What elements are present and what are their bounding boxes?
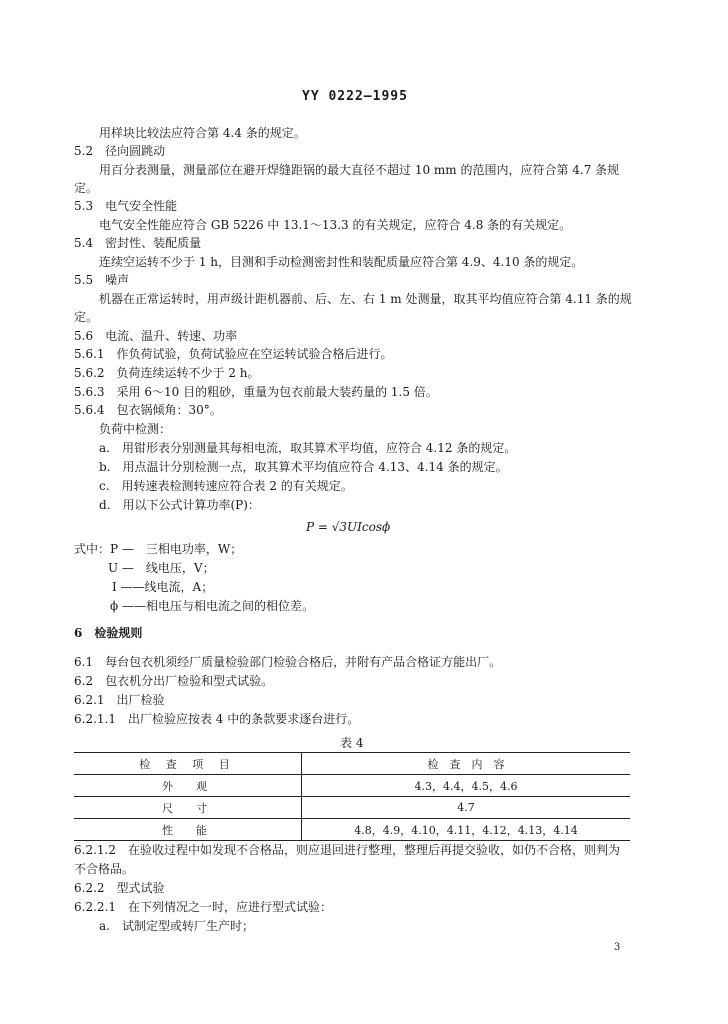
formula-legend: I ——线电流，A； <box>112 580 214 594</box>
list-item: b. 用点温计分别检测一点，取其算术平均值应符合 4.13、4.14 条的规定。 <box>99 460 508 474</box>
table-cell: 尺 寸 <box>74 797 302 819</box>
table-cell: 性 能 <box>74 819 302 841</box>
table-row <box>74 797 630 819</box>
section-heading: 5.4 密封性、装配质量 <box>74 236 202 250</box>
section-heading: 6.2.1 出厂检验 <box>74 693 165 707</box>
text-line: 不合格品。 <box>74 862 135 876</box>
list-item: a. 用钳形表分别测量其每相电流，取其算术平均值，应符合 4.12 条的规定。 <box>99 441 517 455</box>
inspection-table <box>74 752 630 841</box>
table-cell: 外 观 <box>74 775 302 797</box>
section-heading: 5.6 电流、温升、转速、功率 <box>74 329 238 343</box>
section-heading: 5.3 电气安全性能 <box>74 199 178 213</box>
text-line: 6.2.1.1 出厂检验应按表 4 中的条款要求逐台进行。 <box>74 712 360 726</box>
text-line: 电气安全性能应符合 GB 5226 中 13.1～13.3 的有关规定，应符合 4.8 条的有关规定。 <box>99 218 572 232</box>
table-row <box>74 775 630 797</box>
table-row <box>74 819 630 841</box>
text-line: 定。 <box>74 310 99 324</box>
text-line: 5.6.1 作负荷试验，负荷试验应在空运转试验合格后进行。 <box>74 347 393 361</box>
text-line: 6.1 每台包衣机须经厂质量检验部门检验合格后，并附有产品合格证方能出厂。 <box>74 655 502 669</box>
text-line: 5.6.3 采用 6～10 目的粗砂，重量为包衣前最大装药量的 1.5 倍。 <box>74 385 438 399</box>
text-line: 机器在正常运转时，用声级计距机器前、后、左、右 1 m 处测量，取其平均值应符合第 4.11 条的规 <box>99 292 632 306</box>
section-heading: 5.5 噪声 <box>74 273 130 287</box>
section-heading: 5.2 径向圆跳动 <box>74 144 166 158</box>
table-header-row <box>74 753 630 775</box>
page-number: 3 <box>614 942 621 953</box>
text-line: 6.2.1.2 在验收过程中如发现不合格品，则应退回进行整理，整理后再提交验收，如仍不合格，则判为 <box>74 843 620 857</box>
table-cell: 4.8，4.9，4.10，4.11，4.12，4.13，4.14 <box>302 819 631 841</box>
text-line: 6.2 包衣机分出厂检验和型式试验。 <box>74 674 274 688</box>
text-line: 用样块比较法应符合第 4.4 条的规定。 <box>99 126 306 140</box>
section-heading: 6.2.2 型式试验 <box>74 881 165 895</box>
text-line: 定。 <box>74 181 99 195</box>
text-line: 连续空运转不少于 1 h，目测和手动检测密封性和装配质量应符合第 4.9、4.10 条的规定。 <box>99 255 584 269</box>
table-header-cell: 检 查 内 容 <box>302 753 631 775</box>
list-item: a. 试制定型或转厂生产时； <box>99 919 254 933</box>
list-item: d. 用以下公式计算功率(P)： <box>99 498 260 512</box>
table-header-cell: 检 查 项 目 <box>74 753 302 775</box>
formula-legend: U — 线电压，V； <box>108 561 215 575</box>
text-line: 负荷中检测： <box>99 422 172 436</box>
table-cell: 4.3，4.4，4.5，4.6 <box>302 775 631 797</box>
chapter-heading: 6 检验规则 <box>74 626 143 640</box>
table-cell: 4.7 <box>302 797 631 819</box>
text-line: 5.6.2 负荷连续运转不少于 2 h。 <box>74 366 260 380</box>
list-item: c. 用转速表检测转速应符合表 2 的有关规定。 <box>99 479 353 493</box>
doc-header-code: YY 0222—1995 <box>302 89 408 104</box>
table-caption: 表 4 <box>340 736 364 750</box>
power-formula: P = √3UIcosϕ <box>306 520 391 534</box>
formula-legend: ϕ ——相电压与相电流之间的相位差。 <box>110 599 314 613</box>
text-line: 6.2.2.1 在下列情况之一时，应进行型式试验： <box>74 900 332 914</box>
text-line: 5.6.4 包衣锅倾角：30°。 <box>74 403 222 417</box>
text-line: 用百分表测量，测量部位在避开焊缝距锅的最大直径不超过 10 mm 的范围内，应符合第 4.7 条规 <box>99 163 620 177</box>
formula-legend: 式中：P — 三相电功率，W； <box>74 542 243 556</box>
